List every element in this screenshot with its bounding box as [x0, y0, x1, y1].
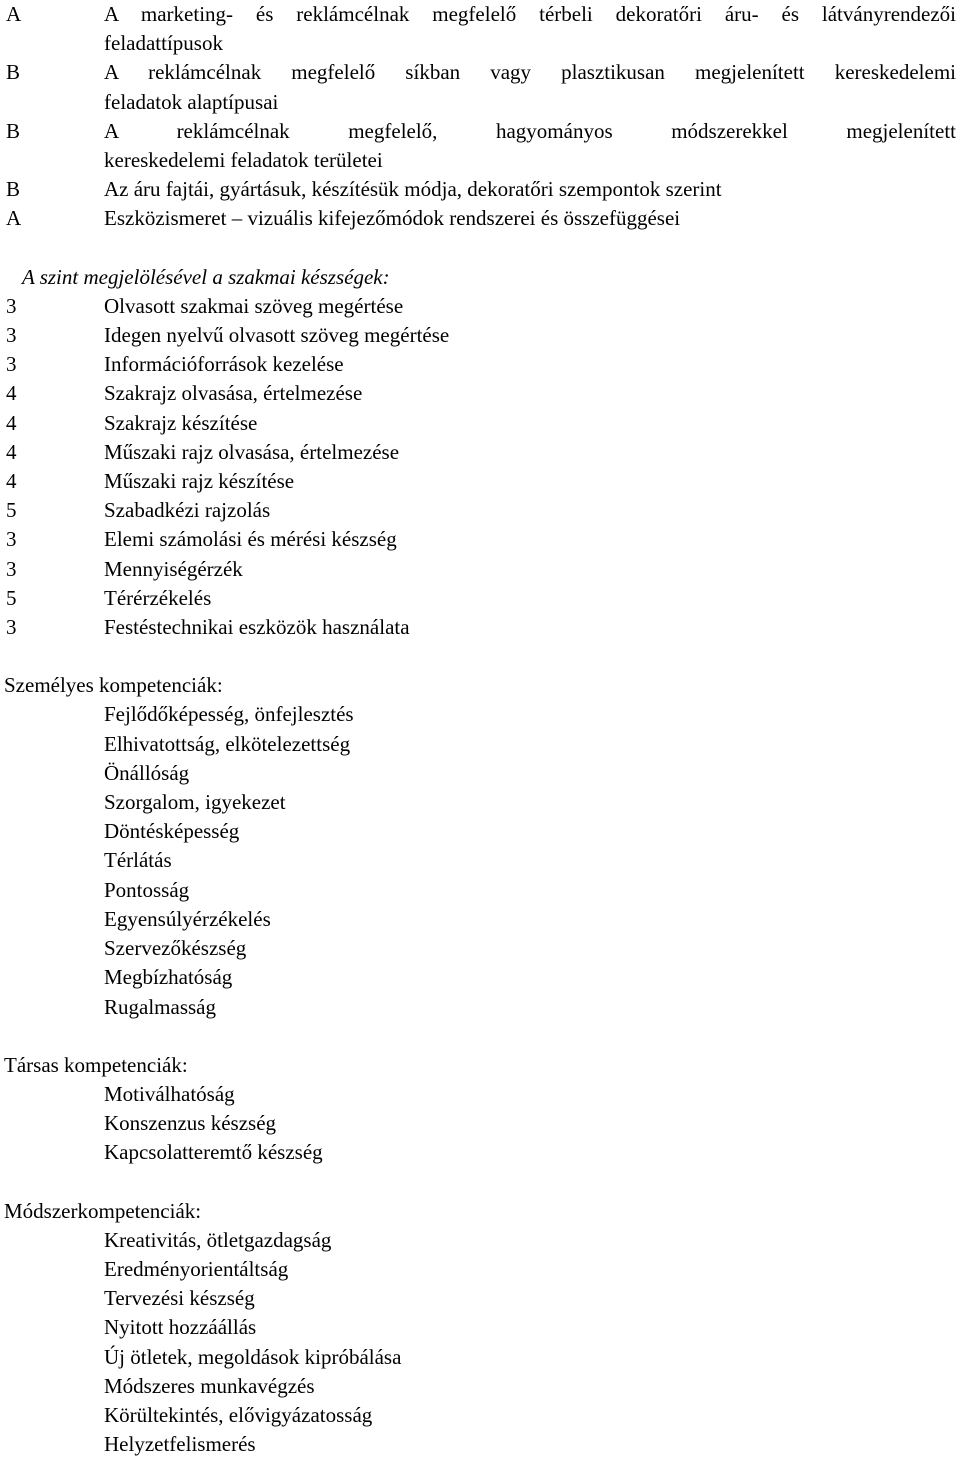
list-item: Helyzetfelismerés — [104, 1432, 256, 1457]
skill-row — [0, 584, 960, 613]
method-competences-list — [0, 1226, 960, 1460]
list-item: Egyensúlyérzékelés — [104, 906, 271, 931]
topic-row — [0, 117, 960, 146]
topic-level: A — [6, 2, 22, 26]
topic-row-continuation — [0, 88, 960, 117]
skill-text: Térérzékelés — [104, 585, 212, 610]
skill-row — [0, 496, 960, 525]
list-item: Módszeres munkavégzés — [104, 1373, 315, 1398]
topic-text: Eszközismeret – vizuális kifejezőmódok rendszerei és összefüggései — [104, 206, 681, 231]
list-item: Körültekintés, elővigyázatosság — [104, 1402, 373, 1427]
skill-level: 4 — [6, 439, 17, 464]
skill-level: 3 — [6, 293, 17, 318]
topic-row — [0, 58, 960, 87]
social-competences-list — [0, 1080, 960, 1168]
list-item: Térlátás — [104, 848, 172, 873]
personal-competences-list — [0, 700, 960, 1021]
topic-text: feladatok alaptípusai — [104, 89, 279, 114]
personal-competences-title: Személyes kompetenciák: — [4, 673, 223, 698]
skill-text: Szabadkézi rajzolás — [104, 498, 271, 523]
list-item: Rugalmasság — [104, 994, 216, 1019]
skill-text: Festéstechnikai eszközök használata — [104, 615, 410, 640]
skill-level: 4 — [6, 469, 17, 494]
skill-row — [0, 292, 960, 321]
skill-row — [0, 409, 960, 438]
skill-level: 3 — [6, 352, 17, 377]
skill-text: Mennyiségérzék — [104, 556, 243, 581]
skill-row — [0, 438, 960, 467]
list-item: Kreativitás, ötletgazdagság — [104, 1227, 332, 1252]
list-item: Tervezési készség — [104, 1286, 255, 1311]
skill-row — [0, 525, 960, 554]
list-item: Nyitott hozzáállás — [104, 1315, 257, 1340]
social-competences-title: Társas kompetenciák: — [4, 1052, 188, 1077]
topic-row-continuation — [0, 146, 960, 175]
skill-text: Műszaki rajz olvasása, értelmezése — [104, 439, 400, 464]
topic-text: kereskedelemi feladatok területei — [104, 148, 383, 173]
list-item: Konszenzus készség — [104, 1111, 277, 1136]
topic-row — [0, 0, 960, 29]
skill-level: 4 — [6, 381, 17, 406]
skills-list — [0, 292, 960, 642]
topic-text: Az áru fajtái, gyártásuk, készítésük módja, dekoratőri szempontok szerint — [104, 177, 722, 202]
list-item: Szervezőkészség — [104, 936, 247, 961]
skill-level: 4 — [6, 410, 17, 435]
skill-row — [0, 467, 960, 496]
skills-heading: A szint megjelölésével a szakmai készségek: — [22, 264, 390, 289]
list-item: Megbízhatóság — [104, 965, 233, 990]
skill-level: 5 — [6, 585, 17, 610]
skill-row — [0, 613, 960, 642]
skill-level: 3 — [6, 323, 17, 348]
topic-text: A marketing- és reklámcélnak megfelelő térbeli dekoratőri áru- és látványrendezői — [104, 2, 956, 26]
skill-row — [0, 350, 960, 379]
skill-text: Olvasott szakmai szöveg megértése — [104, 293, 404, 318]
skill-text: Szakrajz olvasása, értelmezése — [104, 381, 363, 406]
topic-level: A — [6, 206, 22, 231]
skill-row — [0, 321, 960, 350]
list-item: Elhivatottság, elkötelezettség — [104, 731, 351, 756]
skill-text: Elemi számolási és mérési készség — [104, 527, 397, 552]
skill-level: 3 — [6, 556, 17, 581]
skill-text: Műszaki rajz készítése — [104, 469, 295, 494]
topic-row — [0, 175, 960, 204]
skill-text: Információforrások kezelése — [104, 352, 344, 377]
method-competences-title: Módszerkompetenciák: — [4, 1198, 202, 1223]
topic-level: B — [6, 118, 21, 143]
list-item: Szorgalom, igyekezet — [104, 790, 286, 815]
topic-list — [0, 0, 960, 234]
skill-text: Szakrajz készítése — [104, 410, 258, 435]
skill-text: Idegen nyelvű olvasott szöveg megértése — [104, 323, 450, 348]
list-item: Pontosság — [104, 877, 190, 902]
skill-row — [0, 555, 960, 584]
skill-level: 3 — [6, 527, 17, 552]
list-item: Eredményorientáltság — [104, 1256, 289, 1281]
skill-row — [0, 379, 960, 408]
skill-level: 5 — [6, 498, 17, 523]
topic-text: A reklámcélnak megfelelő, hagyományos módszerekkel megjelenített — [104, 118, 956, 143]
topic-level: B — [6, 177, 21, 202]
list-item: Önállóság — [104, 760, 190, 785]
list-item: Motiválhatóság — [104, 1081, 235, 1106]
skill-level: 3 — [6, 615, 17, 640]
topic-row — [0, 204, 960, 233]
list-item: Fejlődőképesség, önfejlesztés — [104, 702, 354, 727]
list-item: Döntésképesség — [104, 819, 240, 844]
topic-text: A reklámcélnak megfelelő síkban vagy plasztikusan megjelenített kereskedelemi — [104, 60, 956, 85]
list-item: Kapcsolatteremtő készség — [104, 1140, 323, 1165]
topic-row-continuation — [0, 29, 960, 58]
list-item: Új ötletek, megoldások kipróbálása — [104, 1344, 402, 1369]
topic-level: B — [6, 60, 21, 85]
topic-text: feladattípusok — [104, 31, 223, 56]
